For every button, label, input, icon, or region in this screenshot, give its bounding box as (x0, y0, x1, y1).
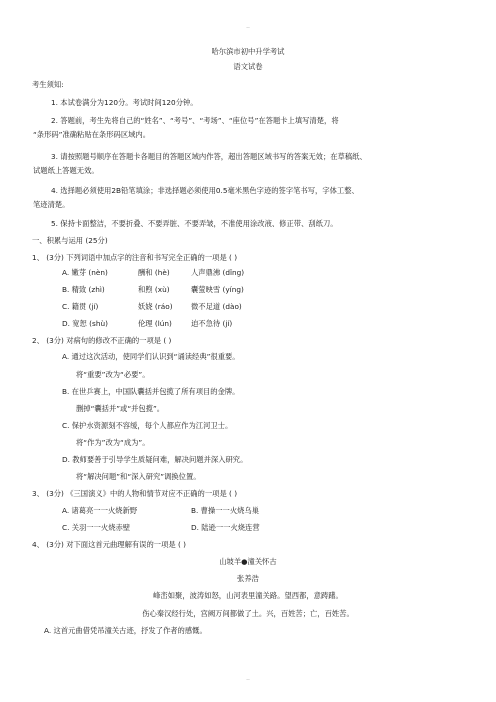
q2-option-b-fix: 删掉“囊括并”或“并包揽”。 (76, 404, 165, 413)
q1-option-a-word1: A. 嫩芽 (nèn) (62, 268, 108, 277)
notice-line: 笔迹清楚。 (33, 200, 70, 209)
notice-line: 2. 答题前，考生先将自己的“姓名”、“考号”、“考场”、“座位号”在答题卡上填写清楚，将 (51, 116, 339, 125)
q1-option-b-word3: 囊萤映雪 (yíng) (191, 285, 244, 294)
question-1-stem: 1、 (3分) 下列词语中加点字的注音和书写完全正确的一项是 ( ) (32, 253, 238, 262)
q2-option-c-fix: 将“作为”改为“成为”。 (76, 438, 150, 447)
q2-option-b: B. 在世乒赛上，中国队囊括并包揽了所有项目的金牌。 (62, 387, 240, 396)
q2-option-a-fix: 将“重要”改为“必要”。 (76, 370, 150, 379)
notice-line: 4. 选择题必须使用2B铅笔填涂；非选择题必须使用0.5毫米黑色字迹的签字笔书写，字体工整、 (51, 186, 359, 195)
q3-option-c: C. 关羽一一火烧赤壁 (62, 523, 131, 532)
notice-line: 3. 请按照题号顺序在答题卡各题目的答题区域内作答，超出答题区域书写的答案无效；在草稿纸、 (51, 152, 367, 161)
q2-option-d: D. 教师要善于引导学生质疑问难，解决问题并深入研究。 (62, 455, 248, 464)
q3-option-b: B. 曹操一一火烧乌巢 (191, 506, 260, 515)
question-2-stem: 2、 (3分) 对病句的修改不正确的一项是 ( ) (32, 336, 172, 345)
notice-line: 5. 保持卡面整洁，不要折叠、不要弄脏、不要弄皱，不准使用涂改液、修正带、刮纸刀。 (51, 219, 338, 228)
notice-heading: 考生须知: (32, 80, 64, 89)
exam-title: 哈尔滨市初中升学考试 (211, 47, 285, 56)
q1-option-c-word2: 妖娆 (ráo) (138, 302, 173, 311)
q1-option-b-word2: 和煦 (xù) (138, 285, 170, 294)
q1-option-c-word3: 微不足道 (dào) (191, 302, 242, 311)
q2-option-d-fix: 将“解决问题”和“深入研究”调换位置。 (76, 472, 201, 481)
notice-line: “条形码”准确粘贴在条形码区域内。 (33, 130, 151, 139)
footer-mark: .. (246, 675, 250, 682)
question-3-stem: 3、 (3分) 《三国演义》中的人物和情节对应不正确的一项是 ( ) (32, 489, 238, 498)
poem-line: 峰峦如聚，波涛如怒，山河表里潼关路。望西都，意踌躇。 (153, 591, 343, 600)
header-mark: .. (246, 23, 250, 30)
q1-option-d-word2: 伦理 (lún) (138, 319, 172, 328)
q1-option-a-word3: 人声鼎沸 (dǐng) (191, 268, 245, 277)
q1-option-d-word3: 迫不急待 (jí) (191, 319, 233, 328)
q1-option-c-word1: C. 籍贯 (jí) (62, 302, 99, 311)
q3-option-d: D. 陆逊一一火烧连营 (191, 523, 260, 532)
exam-subtitle: 语文试卷 (233, 62, 263, 71)
q1-option-d-word1: D. 宽恕 (shù) (62, 319, 108, 328)
poem-title: 山坡羊●潼关怀古 (219, 557, 277, 566)
notice-line: 1. 本试卷满分为120分。考试时间120分钟。 (51, 98, 198, 107)
question-4-stem: 4、 (3分) 对下面这首元曲理解有误的一项是 ( ) (32, 540, 186, 549)
q4-option-a: A. 这首元曲借凭吊潼关古迹，抒发了作者的感慨。 (44, 626, 207, 635)
notice-line: 试题纸上答题无效。 (33, 166, 99, 175)
poem-line: 伤心秦汉经行处，宫阙万间都做了土。兴，百姓苦；亡，百姓苦。 (142, 609, 354, 618)
q2-option-c: C. 保护水资源刻不容缓，每个人都应作为江河卫士。 (62, 421, 233, 430)
poem-author: 张养浩 (237, 574, 259, 583)
section-heading: 一、积累与运用 (25分) (32, 236, 108, 245)
q2-option-a: A. 通过这次活动，使同学们认识到“诵读经典”很重要。 (62, 352, 240, 361)
q1-option-a-word2: 酬和 (hè) (138, 268, 170, 277)
q1-option-b-word1: B. 精致 (zhì) (62, 285, 105, 294)
q3-option-a: A. 诸葛亮一一火烧新野 (62, 506, 138, 515)
